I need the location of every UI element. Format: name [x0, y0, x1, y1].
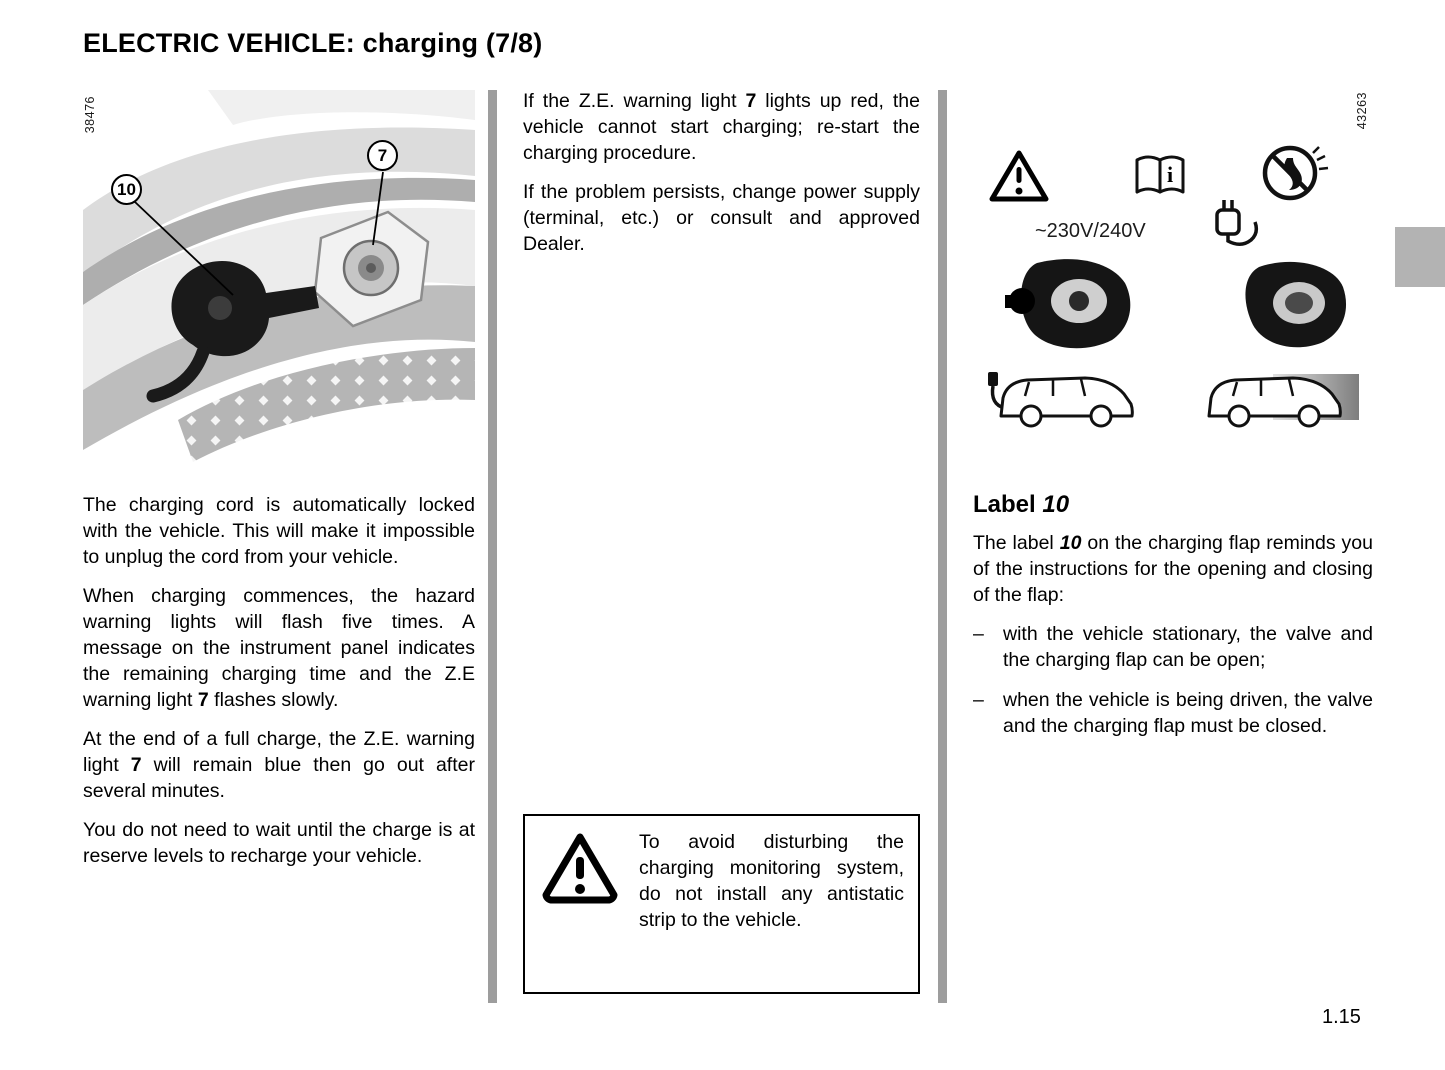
- column-divider: [938, 90, 947, 1003]
- bullet-dash: –: [973, 689, 984, 711]
- figure-ref-left: 38476: [83, 96, 97, 134]
- charging-socket-open-image: [1005, 255, 1137, 358]
- callout-10: 10: [111, 174, 142, 205]
- car-charging-illustration: [83, 90, 475, 482]
- body-paragraph: If the problem persists, change power supply (terminal, etc.) or consult and approved Dealer.: [523, 181, 920, 255]
- car-icon: [1201, 366, 1351, 435]
- left-column-text: [83, 492, 475, 882]
- bullet-text: when the vehicle is being driven, the valve and the charging flap must be closed.: [1003, 689, 1373, 737]
- page-number: 1.15: [1322, 1006, 1361, 1028]
- label-10-illustration: [973, 90, 1375, 485]
- bullet-dash: –: [973, 623, 984, 645]
- warning-box: [523, 814, 920, 994]
- callout-7: 7: [367, 140, 398, 171]
- page-title: ELECTRIC VEHICLE: charging (7/8): [83, 28, 543, 58]
- car-front-drawing: [83, 90, 475, 482]
- body-paragraph: The label 10 on the charging flap reminds you of the instructions for the opening and closing of the flap:: [973, 532, 1373, 606]
- body-paragraph: If the Z.E. warning light 7 lights up red, the vehicle cannot start charging; re-start the charging procedure.: [523, 90, 920, 164]
- warning-triangle-icon: [988, 148, 1050, 209]
- right-column-text: [973, 492, 1373, 753]
- section-heading-label-10: Label 10: [973, 491, 1070, 518]
- car-with-cable-icon: [987, 366, 1137, 435]
- figure-ref-right: 43263: [1355, 92, 1369, 130]
- charging-socket-closed-image: [1237, 255, 1349, 358]
- no-naked-flame-icon: [1259, 142, 1329, 209]
- body-paragraph: At the end of a full charge, the Z.E. warning light 7 will remain blue then go out after several minutes.: [83, 728, 475, 802]
- body-paragraph: The charging cord is automatically locked with the vehicle. This will make it impossible to unplug the cord from your vehicle.: [83, 494, 475, 568]
- body-paragraph: You do not need to wait until the charge is at reserve levels to recharge your vehicle.: [83, 819, 475, 867]
- list-item: [973, 621, 1373, 673]
- list-item: [973, 687, 1373, 739]
- chapter-edge-tab: [1395, 227, 1445, 287]
- warning-box-text: To avoid disturbing the charging monitoring system, do not install any antistatic strip to the vehicle.: [639, 831, 904, 931]
- column-divider: [488, 90, 497, 1003]
- warning-triangle-icon: [539, 829, 627, 937]
- voltage-label: ~230V/240V: [1035, 220, 1146, 242]
- middle-column-text: [523, 88, 920, 270]
- bullet-text: with the vehicle stationary, the valve and the charging flap can be open;: [1003, 623, 1373, 671]
- body-paragraph: When charging commences, the hazard warning lights will flash five times. A message on the instrument panel indicates the remaining charging time and the Z.E warning light 7 flashes slowly.: [83, 585, 475, 711]
- plug-icon: [1211, 196, 1263, 253]
- handbook-icon: [1133, 152, 1189, 203]
- book-info-glyph: i: [1167, 162, 1174, 187]
